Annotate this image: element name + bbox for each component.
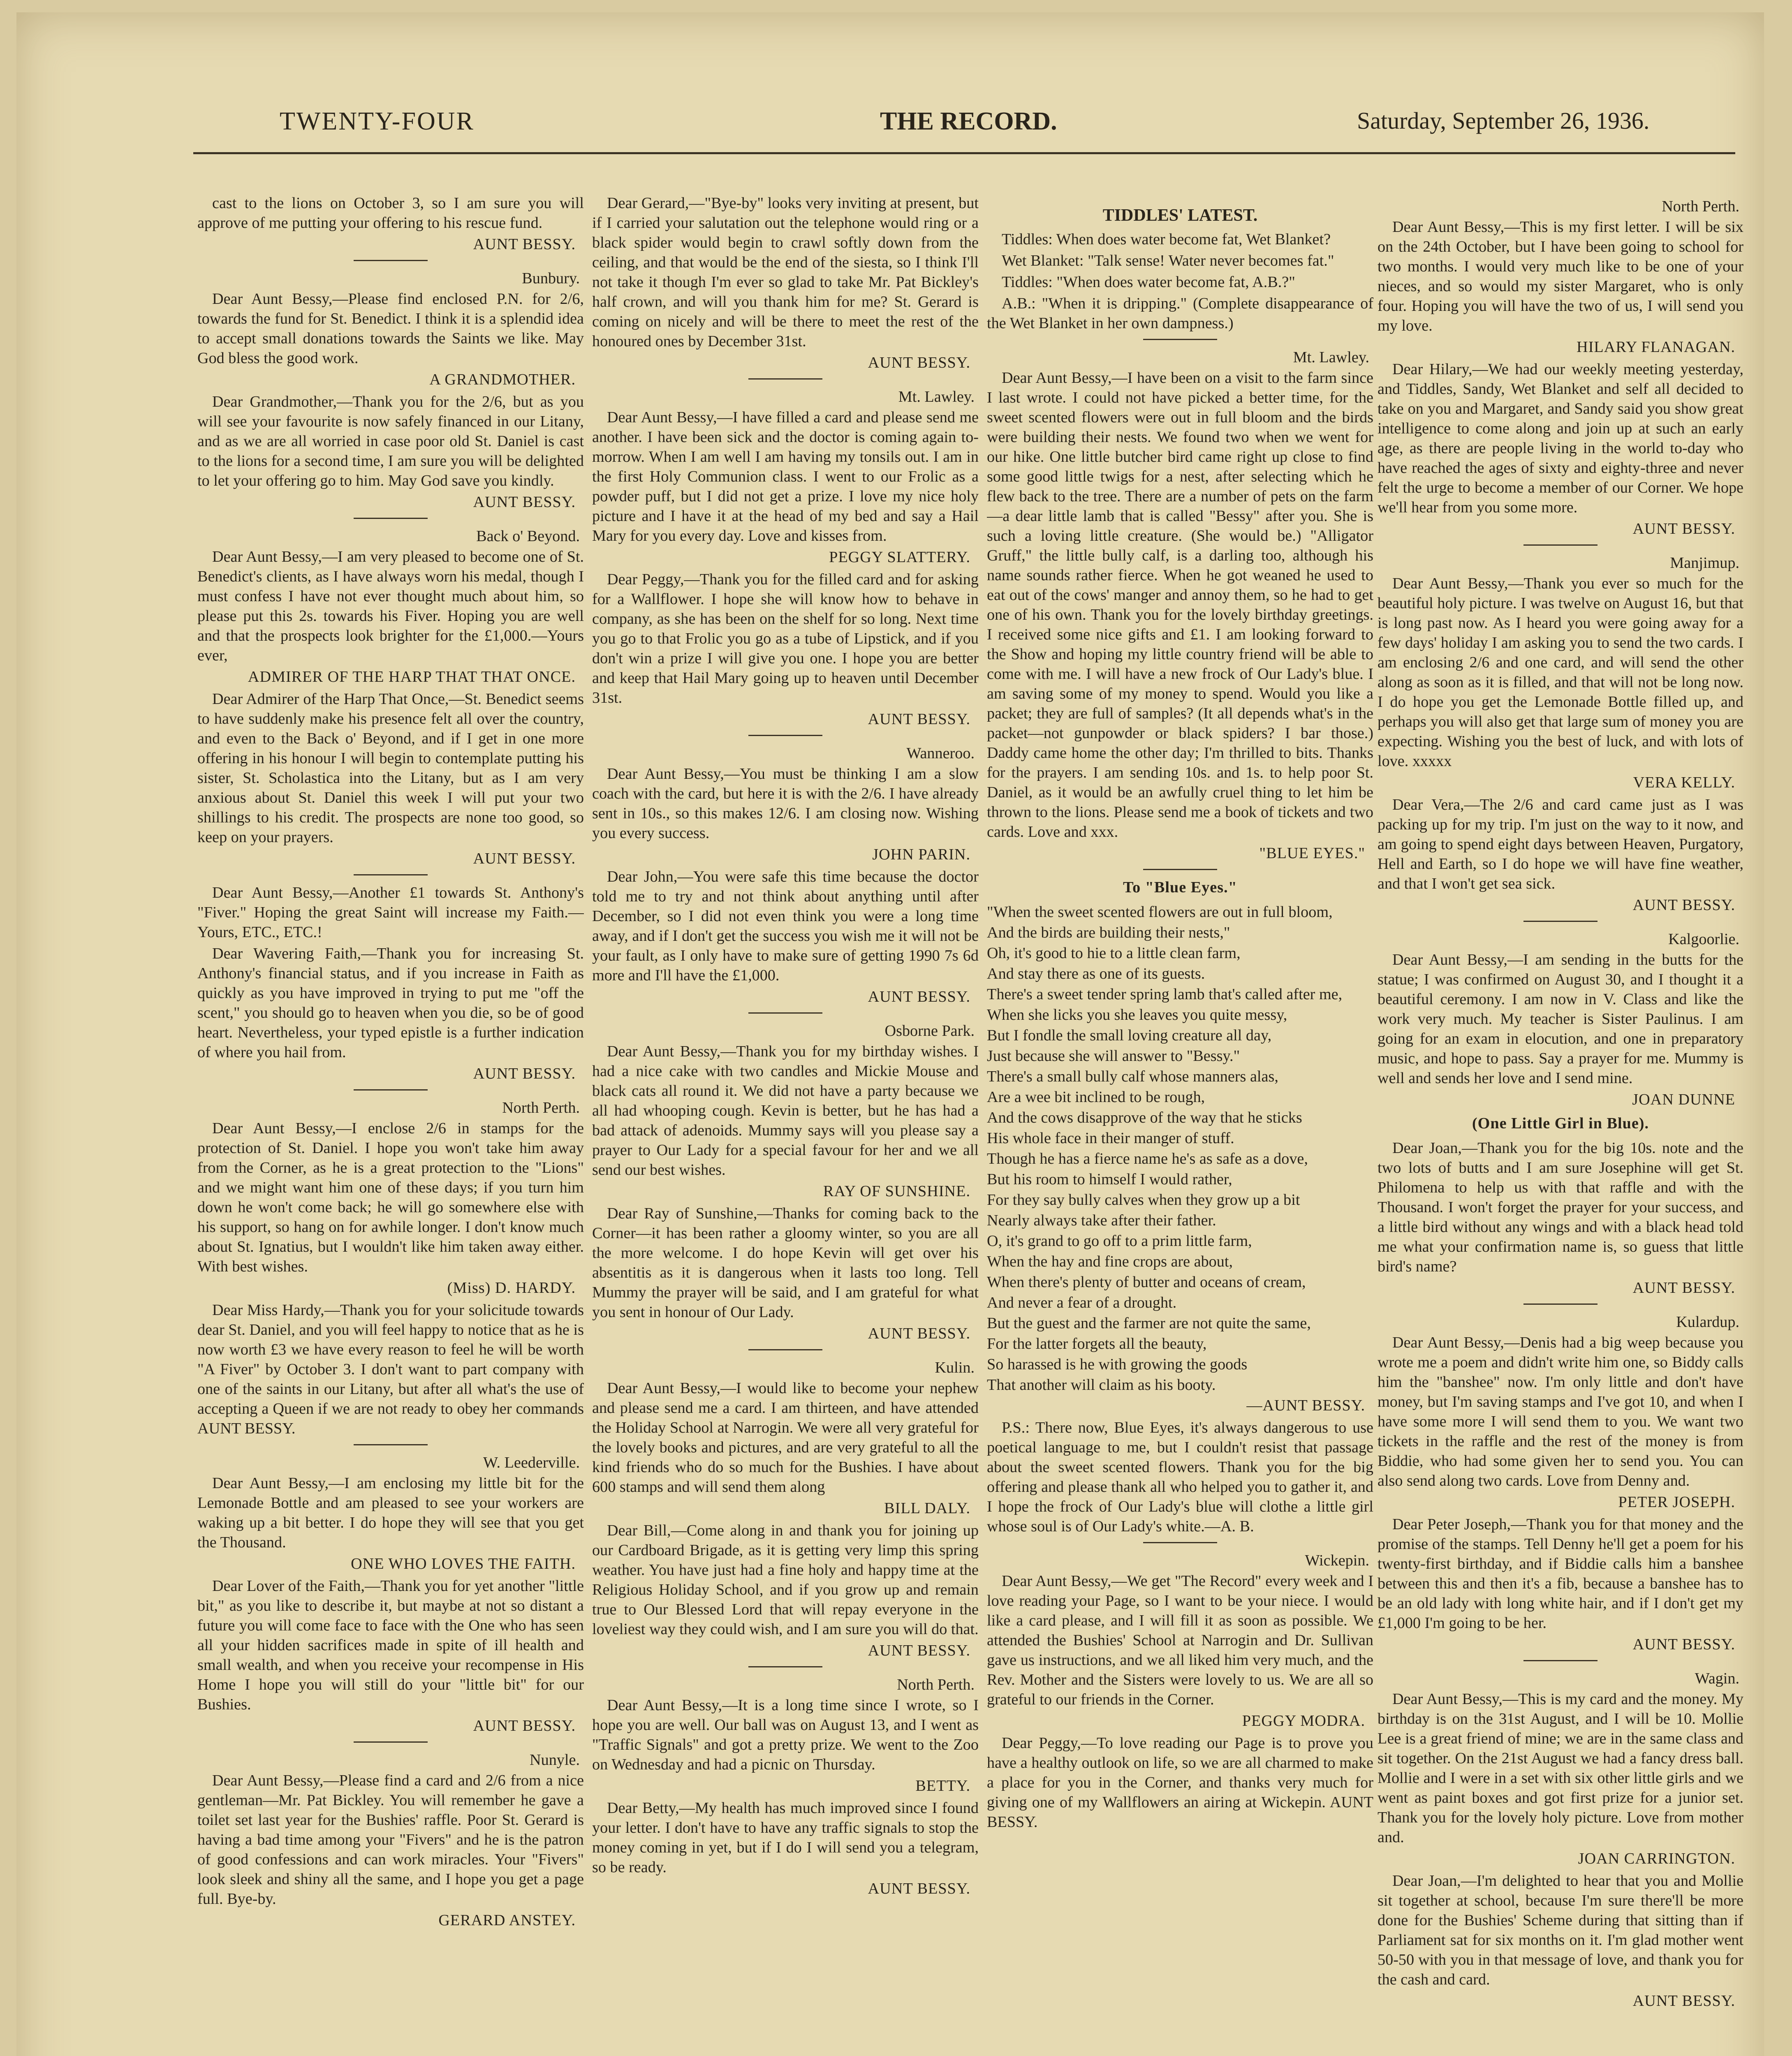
letter-paragraph: Dear Aunt Bessy,—You must be thinking I am a slow coach with the card, but here it is with the 2/6. I have already sent in 10s., so this makes 12/6. I am closing now. Wishing you every success. bbox=[592, 765, 979, 842]
letter-location: North Perth. bbox=[1662, 198, 1739, 215]
signature: AUNT BESSY. bbox=[473, 1717, 576, 1734]
signature: VERA KELLY. bbox=[1633, 774, 1735, 791]
signature: AUNT BESSY. bbox=[1632, 896, 1735, 914]
letter-location: Wanneroo. bbox=[906, 745, 975, 762]
letter-location: Wagin. bbox=[1695, 1670, 1739, 1687]
signature: BILL DALY. bbox=[884, 1500, 970, 1517]
column-headline: TIDDLES' LATEST. bbox=[1102, 206, 1258, 225]
separator-rule bbox=[748, 735, 822, 736]
letter-paragraph: Dear Aunt Bessy,—I would like to become your nephew and please send me a card. I am thirteen, and have attended the Holiday School at Narrogin. We were all very grateful for the lovely books and pictures, and are very grateful to all the kind friends who do so much for the Bushies. I have about 600 stamps and will send them along bbox=[592, 1380, 979, 1496]
letter-location: Nunyle. bbox=[530, 1751, 580, 1769]
poem-line: Just because she will answer to "Bessy." bbox=[987, 1047, 1240, 1065]
signature: AUNT BESSY. bbox=[868, 1880, 970, 1897]
letter-paragraph: A.B.: "When it is dripping." (Complete disappearance of the Wet Blanket in her own dampness.) bbox=[987, 295, 1373, 332]
letter-paragraph: Dear Miss Hardy,—Thank you for your solicitude towards dear St. Daniel, and you will feel happy to notice that as he is now worth £3 we have every reason to feel he will be worth "A Fiver" by October 3. I don't want to part company with one of the saints in our Litany, but after all what's the use of accepting a Queen if we are not ready to obey her commands AUNT BESSY. bbox=[197, 1301, 584, 1437]
letter-paragraph: Dear Grandmother,—Thank you for the 2/6, but as you will see your favourite is now safely financed in our Litany, and as we are all worried in case poor old St. Daniel is cast to the lions for a second time, I am sure you will be delighted to let your offering go to him. May God save you kindly. bbox=[197, 393, 584, 489]
poem-line: And the birds are building their nests," bbox=[987, 924, 1230, 941]
column-4 bbox=[1378, 193, 1743, 2056]
poem-line: "When the sweet scented flowers are out in full bloom, bbox=[987, 903, 1333, 921]
separator-rule bbox=[748, 1349, 822, 1350]
poem-line: When the hay and fine crops are about, bbox=[987, 1253, 1233, 1270]
signature: JOAN CARRINGTON. bbox=[1578, 1850, 1735, 1867]
letter-location: Back o' Beyond. bbox=[476, 528, 580, 545]
separator-rule bbox=[748, 1012, 822, 1014]
letter-paragraph: Dear Aunt Bessy,—I am sending in the butts for the statue; I was confirmed on August 30, and I thought it a beautiful ceremony. I am now in V. Class and like the work very much. My teacher is Sister Paulinus. I am going for an exam in elocution, and one in preparatory music, and hope to pass. Say a prayer for me. Mummy is well and sends her love and I send mine. bbox=[1378, 951, 1743, 1087]
letter-location: Kulardup. bbox=[1676, 1313, 1739, 1331]
issue-date: Saturday, September 26, 1936. bbox=[1357, 107, 1650, 134]
letter-paragraph: Dear Peter Joseph,—Thank you for that money and the promise of the stamps. Tell Denny he'll get a poem for his twenty-first birthday, and if Biddie calls him a banshee between this and then it's a fib, because a banshee has to be an old lady with long white hair, and if I don't get my £1,000 I'm going to be her. bbox=[1378, 1516, 1743, 1632]
letter-paragraph: Dear Aunt Bessy,—I have been on a visit to the farm since I last wrote. I could not have picked a better time, for the sweet scented flowers were out in full bloom and the birds were building their nests. We found two when we went for our hike. One little butcher bird came right up close to find some good little twigs for a nest, after selecting which he flew back to the tree. There are a number of pets on the farm—a dear little lamb that is called "Bessy" after you. She is such a loving little creature. (She would be.) "Alligator Gruff," the little bully calf, is a darling too, although his name sounds rather fierce. When he got weaned he used to eat out of the cows' manger and annoy them, so he had to get one of his own. Thank you for the lovely birthday greetings. I received some nice gifts and £1. I am looking forward to the Show and hoping my little country friend will be able to come with me. I will have a new frock of Our Lady's blue. I am saving some of my money to spend. Would you like a packet; they are full of samples? (It all depends what's in the packet—not gunpowder or black spiders? I bar those.) Daddy came home the other day; I'm thrilled to bits. Thanks for the prayers. I am sending 10s. and 1s. to help poor St. Daniel, as it would be an awfully cruel thing to let him be thrown to the lions. Please send me a book of tickets and two cards. Love and xxx. bbox=[987, 369, 1373, 840]
poem-line: But I fondle the small loving creature all day, bbox=[987, 1027, 1272, 1044]
letter-paragraph: Dear Aunt Bessy,—Please find enclosed P.N. for 2/6, towards the fund for St. Benedict. I think it is a splendid idea to accept small donations towards the Saints we like. May God bless the good work. bbox=[197, 290, 584, 367]
signature: GERARD ANSTEY. bbox=[438, 1912, 576, 1929]
separator-rule bbox=[1523, 921, 1598, 922]
letter-paragraph: Dear Aunt Bessy,—I am very pleased to become one of St. Benedict's clients, as I have always worn his medal, though I must confess I have not ever thought much about him, so please put this 2s. towards his Fiver. Hoping you are well and that the prospects look brighter for the £1,000.—Yours ever, bbox=[197, 548, 584, 664]
separator-rule bbox=[354, 1444, 428, 1445]
separator-rule bbox=[354, 874, 428, 875]
poem-line: But his room to himself I would rather, bbox=[987, 1171, 1232, 1188]
poem-line: His whole face in their manger of stuff. bbox=[987, 1130, 1234, 1147]
letter-paragraph: Dear Peggy,—Thank you for the filled card and for asking for a Wallflower. I hope she will know how to behave in company, as she has been on the shelf for so long. Next time you go to that Frolic you go as a tube of Lipstick, and if you don't win a prize I will give you one. I hope you are better and keep that Hail Mary going up to heaven until December 31st. bbox=[592, 571, 979, 706]
poem-line: O, it's grand to go off to a prim little farm, bbox=[987, 1232, 1252, 1250]
letter-location: Kalgoorlie. bbox=[1668, 931, 1739, 948]
letter-location: Kulin. bbox=[935, 1359, 975, 1376]
separator-rule bbox=[1523, 544, 1598, 546]
poem-line: And stay there as one of its guests. bbox=[987, 965, 1205, 982]
signature: —AUNT BESSY. bbox=[1246, 1397, 1365, 1414]
masthead-rule bbox=[193, 152, 1735, 154]
letter-location: North Perth. bbox=[897, 1676, 975, 1693]
poem-line: And the cows disapprove of the way that he sticks bbox=[987, 1109, 1302, 1126]
letter-paragraph: Dear Betty,—My health has much improved since I found your letter. I don't have to have any traffic signals to stop the money coming in yet, but if I do I will send you a telegram, so be ready. bbox=[592, 1799, 979, 1876]
signature: JOHN PARIN. bbox=[872, 846, 970, 863]
signature: AUNT BESSY. bbox=[868, 1642, 970, 1659]
letter-paragraph: Dear Vera,—The 2/6 and card came just as I was packing up for my trip. I'm just on the way to it now, and am going to spend eight days between Heaven, Purgatory, Hell and Earth, so I do hope we will have fine weather, and that I won't get sea sick. bbox=[1378, 796, 1743, 892]
letter-location: Manjimup. bbox=[1670, 554, 1739, 572]
poem-line: When there's plenty of butter and oceans of cream, bbox=[987, 1273, 1306, 1291]
letter-paragraph: Dear Aunt Bessy,—Thank you ever so much for the beautiful holy picture. I was twelve on August 16, but that is long past now. As I heard you were going away for a few days' holiday I am asking you to send the two cards. I am enclosing 2/6 and one card, and will send the other along as soon as it is filled, and that will not be long now. I do hope you get the Lemonade Bottle filled up, and perhaps you will also get that large sum of money you are expecting. Wishing you the best of luck, and with lots of love. xxxxx bbox=[1378, 575, 1743, 770]
subheading: (One Little Girl in Blue). bbox=[1472, 1115, 1649, 1132]
separator-rule bbox=[1523, 1304, 1598, 1305]
signature: "BLUE EYES." bbox=[1259, 845, 1365, 862]
letter-location: Bunbury. bbox=[522, 270, 580, 287]
signature: AUNT BESSY. bbox=[473, 850, 576, 867]
letter-paragraph: Dear Gerard,—"Bye-by" looks very inviting at present, but if I carried your salutation out the telephone would ring or a black spider would begin to crawl softly down from the ceiling, and that would be the end of the siesta, so I think I'll not take it though I'm ever so glad to take Mr. Pat Bickley's half crown, and will you thank him for me? St. Gerard is coming on nicely and will be there to meet the rest of the honoured ones by December 31st. bbox=[592, 194, 979, 350]
signature: ADMIRER OF THE HARP THAT THAT ONCE. bbox=[248, 668, 576, 685]
letter-paragraph: Dear Aunt Bessy,—Thank you for my birthday wishes. I had a nice cake with two candles and Mickie Mouse and black cats all round it. We did not have a party because we all had whooping cough. Kevin is better, but he has had a bad attack of adenoids. Mummy says will you please say a prayer to Our Lady for a special favour for her and we all send our best wishes. bbox=[592, 1043, 979, 1178]
poem-line: Nearly always take after their father. bbox=[987, 1212, 1216, 1229]
separator-rule bbox=[1143, 869, 1217, 870]
signature: AUNT BESSY. bbox=[1632, 1279, 1735, 1297]
signature: AUNT BESSY. bbox=[868, 711, 970, 728]
page-number-label: TWENTY-FOUR bbox=[280, 107, 475, 135]
letter-paragraph: Dear Hilary,—We had our weekly meeting yesterday, and Tiddles, Sandy, Wet Blanket and self all decided to take on you and Margaret, and Sandy said you show great intelligence to come along and join up at such an early age, as there are people living in the world to-day who have reached the ages of sixty and eighty-three and never felt the urge to become a member of our Corner. We hope we'll hear from you some more. bbox=[1378, 361, 1743, 516]
letter-paragraph: Dear Aunt Bessy,—It is a long time since I wrote, so I hope you are well. Our ball was on August 13, and I went as "Traffic Signals" and got a pretty prize. We went to the Zoo on Wednesday and had a picnic on Thursday. bbox=[592, 1697, 979, 1773]
signature: AUNT BESSY. bbox=[868, 354, 970, 371]
letter-paragraph: cast to the lions on October 3, so I am sure you will approve of me putting your offering to his rescue fund. bbox=[197, 194, 584, 232]
letter-location: Osborne Park. bbox=[884, 1022, 975, 1040]
letter-paragraph: Dear Aunt Bessy,—We get "The Record" every week and I love reading your Page, so I want to be your niece. I would like a card please, and I will fill it as soon as possible. We attended the Bushies' School at Narrogin and Dr. Sullivan gave us instructions, and we all liked him very much, and the Rev. Mother and the Sisters were lovely to us. We are all so grateful to our friends in the Corner. bbox=[987, 1572, 1373, 1708]
poem-line: And never a fear of a drought. bbox=[987, 1294, 1177, 1311]
poem-line: There's a small bully calf whose manners alas, bbox=[987, 1068, 1278, 1085]
letter-paragraph: Dear Aunt Bessy,—I enclose 2/6 in stamps for the protection of St. Daniel. I hope you won't take him away from the Corner, as he is a great protection to the "Lions" and we might want him one of these days; if you turn him down he won't come back; he will go somewhere else with his support, so hang on for awhile longer. I don't know much about St. Ignatius, but I wouldn't like him taken away either. With best wishes. bbox=[197, 1120, 584, 1275]
signature: AUNT BESSY. bbox=[473, 236, 576, 253]
signature: AUNT BESSY. bbox=[1632, 520, 1735, 537]
signature: RAY OF SUNSHINE. bbox=[823, 1183, 970, 1200]
newspaper-title: THE RECORD. bbox=[880, 107, 1057, 135]
separator-rule bbox=[1143, 1542, 1217, 1543]
signature: AUNT BESSY. bbox=[1632, 1636, 1735, 1653]
letter-location: Mt. Lawley. bbox=[1293, 349, 1369, 366]
separator-rule bbox=[1143, 339, 1217, 340]
poem-line: For they say bully calves when they grow up a bit bbox=[987, 1191, 1300, 1209]
letter-paragraph: Dear Admirer of the Harp That Once,—St. Benedict seems to have suddenly make his presence felt all over the country, and even to the Back o' Beyond, and if I get in one more offering in his honour I will begin to contemplate putting his sister, St. Scholastica into the Litany, but as I am very anxious about St. Daniel this week I will put your two shillings to his credit. The prospects are none too good, so keep on your prayers. bbox=[197, 690, 584, 846]
letter-paragraph: Dear Joan,—I'm delighted to hear that you and Mollie sit together at school, because I'm sure there'll be more done for the Bushies' Scheme during that sitting than if Parliament sat for six months on it. I'm glad mother went 50-50 with you in that message of love, and thank you for the cash and card. bbox=[1378, 1872, 1743, 1988]
signature: AUNT BESSY. bbox=[868, 988, 970, 1005]
separator-rule bbox=[354, 260, 428, 261]
letter-paragraph: Dear Aunt Bessy,—Please find a card and 2/6 from a nice gentleman—Mr. Pat Bickley. You will remember he gave a toilet set last year for the Bushies' raffle. Poor St. Gerard is having a bad time among your "Fivers" and he is the patron of good confessions and can work miracles. Your "Fivers" look sleek and shiny all the same, and I hope you get a page full. Bye-by. bbox=[197, 1772, 584, 1908]
letter-paragraph: Dear Aunt Bessy,—I have filled a card and please send me another. I have been sick and the doctor is coming again to-morrow. When I am well I am having my tonsils out. I am in the first Holy Communion class. I went to our Frolic as a powder puff, but I did not get a prize. I love my nice holy picture and I have it at the head of my bed and say a Hail Mary for you every day. Love and kisses from. bbox=[592, 409, 979, 544]
letter-paragraph: Dear Aunt Bessy,—Another £1 towards St. Anthony's "Fiver." Hoping the great Saint will increase my Faith.—Yours, ETC., ETC.! bbox=[197, 884, 584, 941]
separator-rule bbox=[1523, 1660, 1598, 1661]
poem-line: That another will claim as his booty. bbox=[987, 1376, 1216, 1394]
letter-paragraph: Wet Blanket: "Talk sense! Water never becomes fat." bbox=[1002, 252, 1334, 269]
poem-line: Though he has a fierce name he's as safe as a dove, bbox=[987, 1150, 1308, 1167]
signature: A GRANDMOTHER. bbox=[429, 371, 576, 388]
letter-location: Wickepin. bbox=[1305, 1552, 1369, 1569]
letter-paragraph: Dear John,—You were safe this time because the doctor told me to try and not think about anything until after December, so I did not even think you were a long time away, and if I don't get the success you wish me it will not be your fault, as I only have to make sure of getting 1990 7s 6d more and I'll have the £1,000. bbox=[592, 868, 979, 984]
letter-paragraph: Dear Peggy,—To love reading our Page is to prove you have a healthy outlook on life, so we are all charmed to make a place for you in the Corner, and thanks very much for giving one of my Wallflowers an airing at Wickepin. AUNT BESSY. bbox=[987, 1734, 1373, 1831]
poem-line: There's a sweet tender spring lamb that's called after me, bbox=[987, 986, 1343, 1003]
letter-location: North Perth. bbox=[502, 1099, 580, 1116]
letter-paragraph: Dear Aunt Bessy,—Denis had a big weep because you wrote me a poem and didn't write him one, so Biddy calls him the "banshee" now. I'm only little and don't have money, but I'm saving stamps and I've got 10, and when I have some more I will send them to you. We want two tickets in the raffle and the rest of the money is from Biddie, who had some given her to send you. You can also send along two cards. Love from Denny and. bbox=[1378, 1334, 1743, 1489]
signature: ONE WHO LOVES THE FAITH. bbox=[351, 1555, 576, 1572]
letter-paragraph: Dear Aunt Bessy,—I am enclosing my little bit for the Lemonade Bottle and am pleased to see your workers are waking up a bit better. I do hope they will see that you get the Thousand. bbox=[197, 1475, 584, 1551]
letter-paragraph: Dear Ray of Sunshine,—Thanks for coming back to the Corner—it has been rather a gloomy winter, so you are all the more welcome. I do hope Kevin will get over his absentitis as it is dangerous when it lasts too long. Tell Mummy the prayer will be said, and I am grateful for what you sent in honour of Our Lady. bbox=[592, 1205, 979, 1321]
letter-paragraph: Dear Bill,—Come along in and thank you for joining up our Cardboard Brigade, as it is getting very limp this spring weather. You have just had a fine holy and happy time at the Religious Holiday School, and if you grow up and remain true to Our Blessed Lord that will repay everyone in the loveliest way they could wish, and I am sure you will do that. bbox=[592, 1522, 979, 1638]
signature: PEGGY SLATTERY. bbox=[829, 549, 970, 566]
separator-rule bbox=[748, 1666, 822, 1667]
poem-line: When she licks you she leaves you quite messy, bbox=[987, 1006, 1287, 1023]
letter-location: Mt. Lawley. bbox=[898, 388, 975, 405]
column-2 bbox=[592, 193, 979, 2056]
signature: AUNT BESSY. bbox=[473, 1065, 576, 1082]
signature: HILARY FLANAGAN. bbox=[1577, 338, 1735, 356]
signature: AUNT BESSY. bbox=[868, 1325, 970, 1342]
signature: JOAN DUNNE bbox=[1632, 1091, 1735, 1108]
signature: PEGGY MODRA. bbox=[1242, 1712, 1365, 1730]
letter-paragraph: P.S.: There now, Blue Eyes, it's always dangerous to use poetical language to me, but I couldn't resist that passage about the sweet scented flowers. Thank you for the big offering and please thank all who helped you to gather it, and I hope the frock of Our Lady's blue will clothe a little girl whose soul is of Our Lady's white.—A. B. bbox=[987, 1419, 1373, 1535]
letter-paragraph: Dear Wavering Faith,—Thank you for increasing St. Anthony's financial status, and if you increase in Faith as quickly as you have improved in trying to put me "off the scent," you should go to heaven when you die, so be of good heart. Nevertheless, your typed epistle is a further indication of where you hail from. bbox=[197, 945, 584, 1061]
signature: (Miss) D. HARDY. bbox=[447, 1279, 576, 1297]
poem-line: For the latter forgets all the beauty, bbox=[987, 1335, 1207, 1352]
letter-paragraph: Tiddles: "When does water become fat, A.B.?" bbox=[1002, 273, 1295, 291]
signature: BETTY. bbox=[915, 1777, 970, 1794]
separator-rule bbox=[354, 1089, 428, 1091]
signature: AUNT BESSY. bbox=[473, 493, 576, 511]
letter-paragraph: Dear Joan,—Thank you for the big 10s. note and the two lots of butts and I am sure Josephine will get St. Philomena to help us with that raffle and with the Thousand. I won't forget the prayer for your success, and a little bird without any wings and with a black head told me what your confirmation name is, so guess that little bird's name? bbox=[1378, 1139, 1743, 1275]
poem-line: So harassed is he with growing the goods bbox=[987, 1356, 1248, 1373]
subheading: To "Blue Eyes." bbox=[1123, 879, 1237, 896]
separator-rule bbox=[354, 518, 428, 519]
letter-paragraph: Tiddles: When does water become fat, Wet Blanket? bbox=[1002, 231, 1331, 248]
signature: AUNT BESSY. bbox=[1632, 1992, 1735, 2010]
separator-rule bbox=[354, 1741, 428, 1743]
letter-paragraph: Dear Aunt Bessy,—This is my card and the money. My birthday is on the 31st August, and I will be 10. Mollie Lee is a great friend of mine; we are in the same class and sit together. On the 21st August we had a fancy dress ball. Mollie and I were in a set with six other little girls and we went as paint boxes and got first prize for a junior set. Thank you for the lovely holy picture. Love from mother and. bbox=[1378, 1690, 1743, 1846]
separator-rule bbox=[748, 378, 822, 380]
letter-paragraph: Dear Aunt Bessy,—This is my first letter. I will be six on the 24th October, but I have been going to school for two months. I would very much like to be one of your nieces, and so would my sister Margaret, who is only four. Hoping you will have the two of us, I will send you my love. bbox=[1378, 218, 1743, 334]
column-3 bbox=[987, 193, 1373, 2056]
letter-location: W. Leederville. bbox=[483, 1454, 580, 1471]
letter-paragraph: Dear Lover of the Faith,—Thank you for yet another "little bit," as you like to describe it, but maybe at not so distant a future you will come face to face with the One who has seen all your hidden sacrifices made in spite of ill health and small wealth, and when you receive your recompense in His Home I hope you will still do your "little bit" for our Bushies. bbox=[197, 1577, 584, 1713]
poem-line: Are a wee bit inclined to be rough, bbox=[987, 1088, 1205, 1106]
masthead bbox=[16, 107, 1764, 156]
poem-line: Oh, it's good to hie to a little clean farm, bbox=[987, 945, 1241, 962]
newspaper-page bbox=[16, 12, 1764, 2056]
signature: PETER JOSEPH. bbox=[1618, 1493, 1735, 1511]
column-1 bbox=[197, 193, 584, 2056]
poem-line: But the guest and the farmer are not quite the same, bbox=[987, 1315, 1311, 1332]
